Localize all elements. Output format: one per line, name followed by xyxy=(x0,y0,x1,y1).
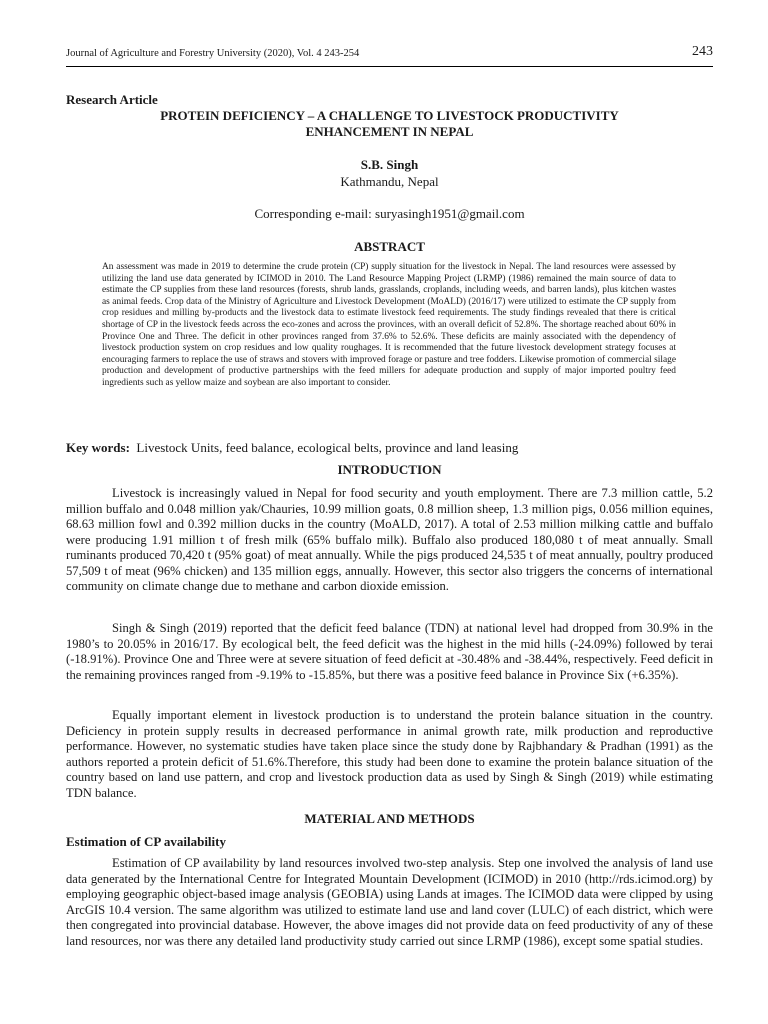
title-line-1: PROTEIN DEFICIENCY – A CHALLENGE TO LIVESTOCK PRODUCTIVITY xyxy=(160,108,619,123)
paper-page xyxy=(66,0,713,1024)
article-type: Research Article xyxy=(66,92,158,107)
author-affiliation: Kathmandu, Nepal xyxy=(340,174,439,189)
cp-availability-heading: Estimation of CP availability xyxy=(66,834,226,849)
intro-paragraph-3: Equally important element in livestock production is to understand the protein balance situation in the country. Deficiency in protein supply results in decreased performance in animal growth rate, milk production and reproductive performance. However, no systematic studies have taken place since the study done by Rajbhandary & Pradhan (1991) as the authors reported a protein deficit of 51.6%.Therefore, this study had been done to examine the protein balance situation of the country based on land use pattern, and crop and livestock production data as used by Singh & Singh (2019) while estimating TDN balance. xyxy=(66,708,713,800)
page-number: 243 xyxy=(692,44,713,59)
keywords-label: Key words: xyxy=(66,440,130,455)
keywords xyxy=(66,440,713,456)
abstract-text: An assessment was made in 2019 to determine the crude protein (CP) supply situation for the livestock in Nepal. The land resources were assessed by utilizing the land use data generated by ICIMOD in 2010. The Land Resource Mapping Project (LRMP) (1986) remained the main source of data to estimate the CP supplies from these land resources (forests, shrub lands, grasslands, croplands, including weeds, and barren lands), plus kitchen wastes as animal feeds. Crop data of the Ministry of Agriculture and Livestock Development (MoALD) (2016/17) were utilized to estimate the CP supply from crop residues and milling by-products and the livestock data to estimate livestock feed requirements. The study findings revealed that there is critical shortage of CP in the livestock feeds across the eco-zones and across the provinces, with an overall deficit of 52.8%. The shortage reached about 60% in Province One and Three. The deficit in other provinces ranged from 37.6% to 52.6%. These deficits are mainly associated with the dependency of livestock production system on crop residues and low quality roughages. It is recommended that the future livestock development strategy focuses at encouraging farmers to replace the use of straws and stovers with improved forage or pasture and tree fodders. Likewise promotion of commercial silage production and development of productive partnerships with the feed millers for adequate production and supply of major imported poultry feed ingredients such as yellow maize and soybean are also important to consider. xyxy=(102,262,676,388)
intro-paragraph-1: Livestock is increasingly valued in Nepal for food security and youth employment. There are 7.3 million cattle, 5.2 million buffalo and 0.048 million yak/Chauries, 10.99 million goats, 0.8 million sheep, 1.3 million pigs, 0.056 million equines, 68.63 million fowl and 0.392 million ducks in the country (MoALD, 2017). A total of 2.53 million milking cattle and buffalo were producing 1.91 million t of fresh milk (65% buffalo milk). Buffalo also produced 180,080 t of meat annually. Small ruminants produced 70,420 t (95% goat) of meat annually. While the pigs produced 24,535 t of meat annually, poultry produced 57,509 t of meat (96% chicken) and 135 million eggs, annually. However, this sector also triggers the concerns of international community on climate change due to methane and carbon dioxide emission. xyxy=(66,486,713,593)
methods-heading: MATERIAL AND METHODS xyxy=(304,811,475,826)
intro-paragraph-2: Singh & Singh (2019) reported that the deficit feed balance (TDN) at national level had dropped from 30.9% in the 1980’s to 20.05% in 2016/17. By ecological belt, the feed deficit was the highest in the mid hills (-24.09%) followed by terai (-18.91%). Province One and Three were at severe situation of feed deficit at -30.48% and -38.44%, respectively. Feed deficit in the remaining provinces ranged from -9.19% to -15.85%, but there was a positive feed balance in Province Six (+6.35%). xyxy=(66,621,713,682)
title-line-2: ENHANCEMENT IN NEPAL xyxy=(305,123,474,139)
keywords-list: Livestock Units, feed balance, ecological belts, province and land leasing xyxy=(136,440,519,455)
cp-paragraph-1: Estimation of CP availability by land resources involved two-step analysis. Step one involved the analysis of land use data generated by the International Centre for Integrated Mountain Development (ICIMOD) in 2010 (http://rds.icimod.org) by employing geographic object-based image analysis (GEOBIA) using Lands at images. The ICIMOD data were clipped by using ArcGIS 10.4 version. The same algorithm was utilized to estimate land use and land cover (LULC) of each district, which were then congregated into provincial database. However, the above images did not provide data on feed productivity of any of these land resources, nor was there any detailed land productivity study carried out since LRMP (1986), except some spatial studies. xyxy=(66,856,713,948)
corresponding-email: Corresponding e-mail: suryasingh1951@gmail.com xyxy=(254,206,525,221)
paper-title xyxy=(66,108,713,139)
introduction-heading: INTRODUCTION xyxy=(337,462,442,477)
journal-citation: Journal of Agriculture and Forestry University (2020), Vol. 4 243-254 xyxy=(66,48,360,59)
abstract-heading: ABSTRACT xyxy=(354,239,425,254)
running-header xyxy=(66,44,713,67)
author-name: S.B. Singh xyxy=(360,157,419,172)
